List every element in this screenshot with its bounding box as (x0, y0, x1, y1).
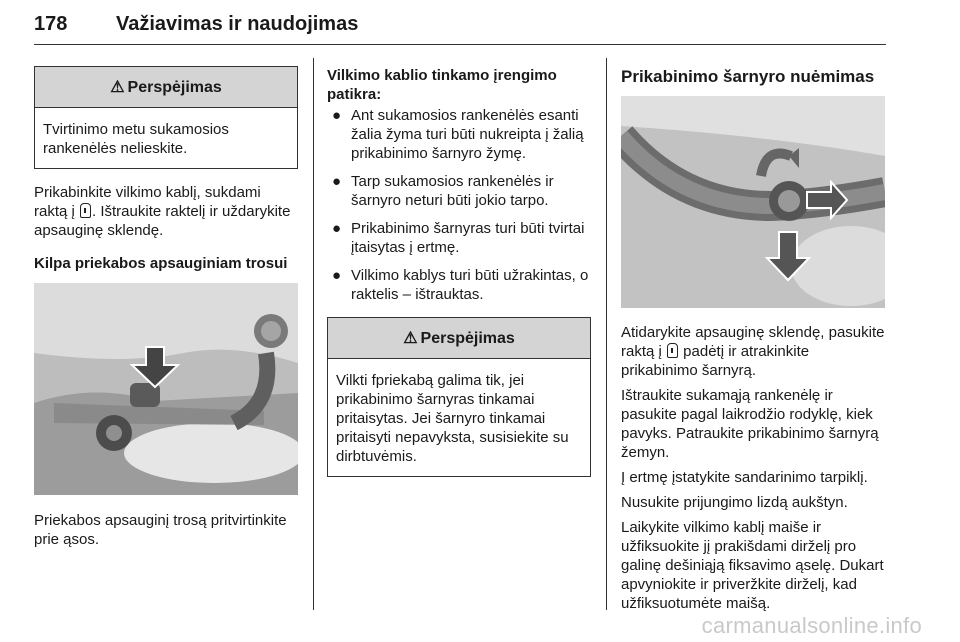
column-3 (621, 58, 887, 613)
page-header (34, 10, 886, 45)
section-heading-safety-eye: Kilpa priekabos apsauginiam trosui (34, 255, 288, 272)
unlock-key-icon (80, 203, 91, 218)
removal-step-1 (621, 323, 887, 380)
checklist-intro: Vilkimo kablio tinkamo įrengimo patikra: (327, 67, 557, 103)
checklist-item: ● Vilkimo kablys turi būti užrakintas, o raktelis – ištrauktas. (332, 267, 589, 303)
warning-body-2: Vilkti fpriekabą galima tik, jei prikabinimo šarnyras tinkamai pritaisytas. Jei šarnyro tinkamai pritaisyti nepavyksta, susisiekite su dirbtuvėmis. (336, 372, 569, 465)
removal-step-2: Ištraukite sukamąją rankenėlę ir pasukite pagal laikrodžio rodyklę, kiek pavyks. Patraukite prikabinimo šarnyrą žemyn. (621, 387, 879, 461)
section-heading-removal: Prikabinimo šarnyro nuėmimas (621, 67, 875, 86)
paragraph-attach-part1: Prikabinkite vilkimo kablį, sukdami raktą į (34, 184, 261, 220)
removal-step-5: Laikykite vilkimo kablį maiše ir užfiksuokite jį prakišdami dirželį pro galinę dešiniąją fiksavimo ąselę. Dukart apvyniokite ir priveržkite dirželį, kad užfiksuotumėte maišą. (621, 519, 884, 612)
page-number: 178 (34, 13, 68, 35)
warning-box-1 (34, 66, 298, 169)
column-divider-1 (313, 58, 314, 610)
paragraph-attach-part2: . Ištraukite raktelį ir uždarykite apsauginę sklendę. (34, 203, 291, 239)
warning-title-2: Perspėjimas (420, 329, 515, 347)
warning-triangle-icon: ⚠ (110, 78, 125, 96)
towbar-removal-illustration (621, 96, 885, 308)
warning-header-2 (328, 318, 590, 359)
checklist-item: ● Prikabinimo šarnyras turi būti tvirtai įtaisytas į ertmę. (332, 220, 585, 256)
warning-header-1 (35, 67, 297, 108)
caption-safety-cable: Priekabos apsauginį trosą pritvirtinkite prie ąsos. (34, 512, 287, 548)
removal-step-1-part1: Atidarykite apsauginę sklendę, pasukite raktą į (621, 324, 885, 360)
towbar-eye-illustration (34, 283, 298, 495)
checklist-item: ● Ant sukamosios rankenėlės esanti žalia žyma turi būti nukreipta į žalią prikabinimo šarnyro žymę. (332, 107, 584, 162)
warning-title-1: Perspėjimas (127, 78, 222, 96)
paragraph-attach (34, 183, 298, 240)
watermark: carmanualsonline.info (701, 613, 922, 638)
warning-triangle-icon: ⚠ (403, 329, 418, 347)
column-2 (327, 58, 591, 477)
warning-box-2 (327, 317, 591, 477)
page-title: Važiavimas ir naudojimas (116, 13, 359, 35)
removal-step-4: Nusukite prijungimo lizdą aukštyn. (621, 494, 848, 511)
warning-body-1: Tvirtinimo metu sukamosios rankenėlės nelieskite. (43, 121, 229, 157)
unlock-key-icon (667, 343, 678, 358)
removal-step-1-part2: padėtį ir atrakinkite prikabinimo šarnyrą. (621, 343, 810, 379)
removal-step-3: Į ertmę įstatykite sandarinimo tarpiklį. (621, 469, 868, 486)
column-1 (34, 58, 298, 549)
checklist-item: ● Tarp sukamosios rankenėlės ir šarnyro neturi būti jokio tarpo. (332, 173, 554, 209)
column-divider-2 (606, 58, 607, 610)
